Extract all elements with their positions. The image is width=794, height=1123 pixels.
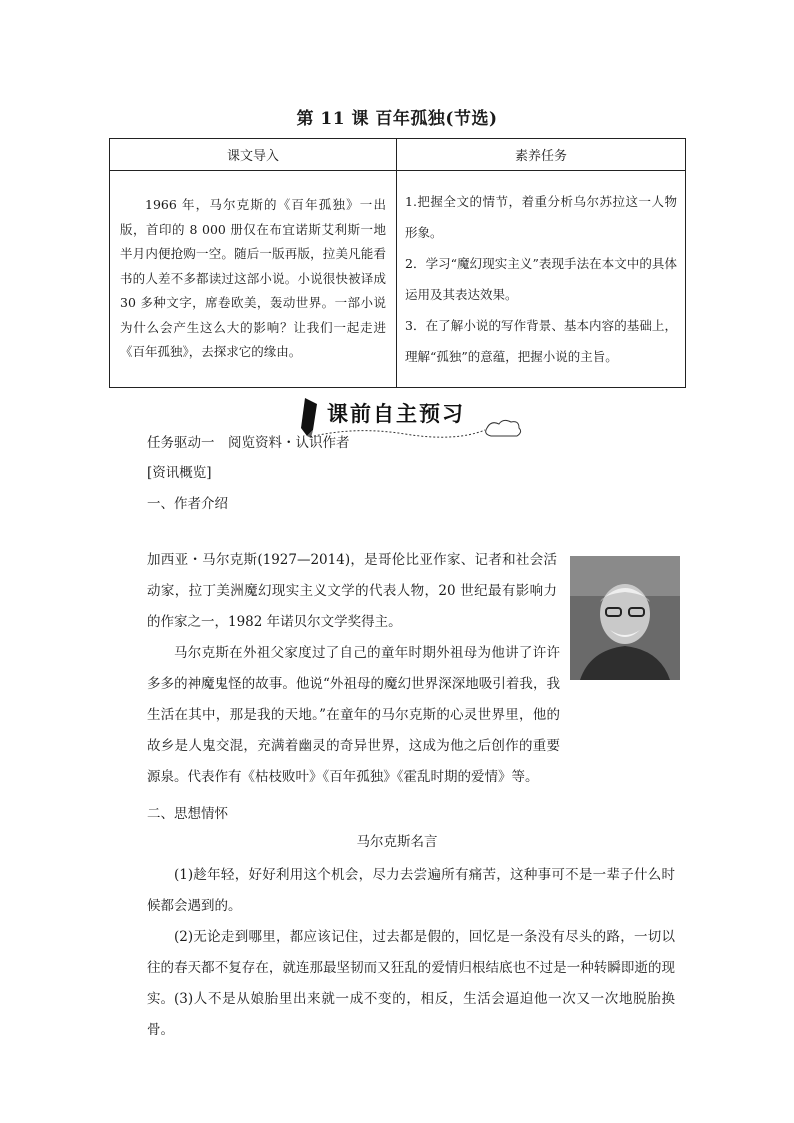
quote-2: (2)无论走到哪里，都应该记住，过去都是假的，回忆是一条没有尽头的路，一切以往的春天都不复存在，就连那最坚韧而又狂乱的爱情归根结底也不过是一种转瞬即逝的现实。 [147, 929, 675, 1007]
intro-text: 1966 年，马尔克斯的《百年孤独》一出版，首印的 8 000 册仅在布宜诺斯艾利斯一地半月内便抢购一空。随后一版再版，拉美凡能看书的人差不多都读过这部小说。小说很快被译成 30 多种文字，席卷欧美，轰动世界。一部小说为什么会产生这么大的影响？让我们一起走进《百年孤独》，去探求它的缘由。 [110, 171, 397, 388]
author-paragraph-2: 马尔克斯在外祖父家度过了自己的童年时期外祖母为他讲了许许多多的神魔鬼怪的故事。他说“外祖母的魔幻世界深深地吸引着我，我生活在其中，那是我的天地。”在童年的马尔克斯的心灵世界里，他的故乡是人鬼交混，充满着幽灵的奇异世界，这成为他之后创作的重要源泉。代表作有《枯枝败叶》《百年孤独》《霍乱时期的爱情》等。 [147, 645, 560, 785]
col-header-intro: 课文导入 [110, 139, 397, 171]
task-item: 1.把握全文的情节，着重分析乌尔苏拉这一人物形象。 [405, 194, 677, 240]
task-item: 2．学习“魔幻现实主义”表现手法在本文中的具体运用及其表达效果。 [405, 256, 677, 302]
author-paragraph-1: 加西亚・马尔克斯(1927—2014)，是哥伦比亚作家、记者和社会活动家，拉丁美洲魔幻现实主义文学的代表人物，20 世纪最有影响力的作家之一，1982 年诺贝尔文学奖得主。 [147, 552, 557, 630]
col-header-tasks: 素养任务 [397, 139, 686, 171]
author-heading: 一、作者介绍 [147, 496, 228, 512]
author-photo [570, 556, 680, 680]
page-title: 第 11 课 百年孤独(节选) [296, 109, 498, 129]
bracket-heading: [资讯概览] [147, 465, 212, 481]
task-heading: 任务驱动一 阅览资料・认识作者 [147, 435, 350, 451]
task-item: 3．在了解小说的写作背景、基本内容的基础上，理解“孤独”的意蕴，把握小说的主旨。 [405, 318, 677, 364]
quote-3: (3)人不是从娘胎里出来就一成不变的，相反，生活会逼迫他一次又一次地脱胎换骨。 [147, 991, 675, 1038]
table-body-row [110, 171, 686, 388]
intro-table [109, 138, 686, 388]
table-header-row [110, 139, 686, 171]
quote-1: (1)趁年轻，好好利用这个机会，尽力去尝遍所有痛苦，这种事可不是一辈子什么时候都会遇到的。 [147, 867, 675, 914]
tasks-cell [397, 171, 686, 388]
banner-title: 课前自主预习 [327, 402, 465, 426]
quotes-title: 马尔克斯名言 [356, 834, 438, 850]
thought-heading: 二、思想情怀 [147, 806, 228, 822]
